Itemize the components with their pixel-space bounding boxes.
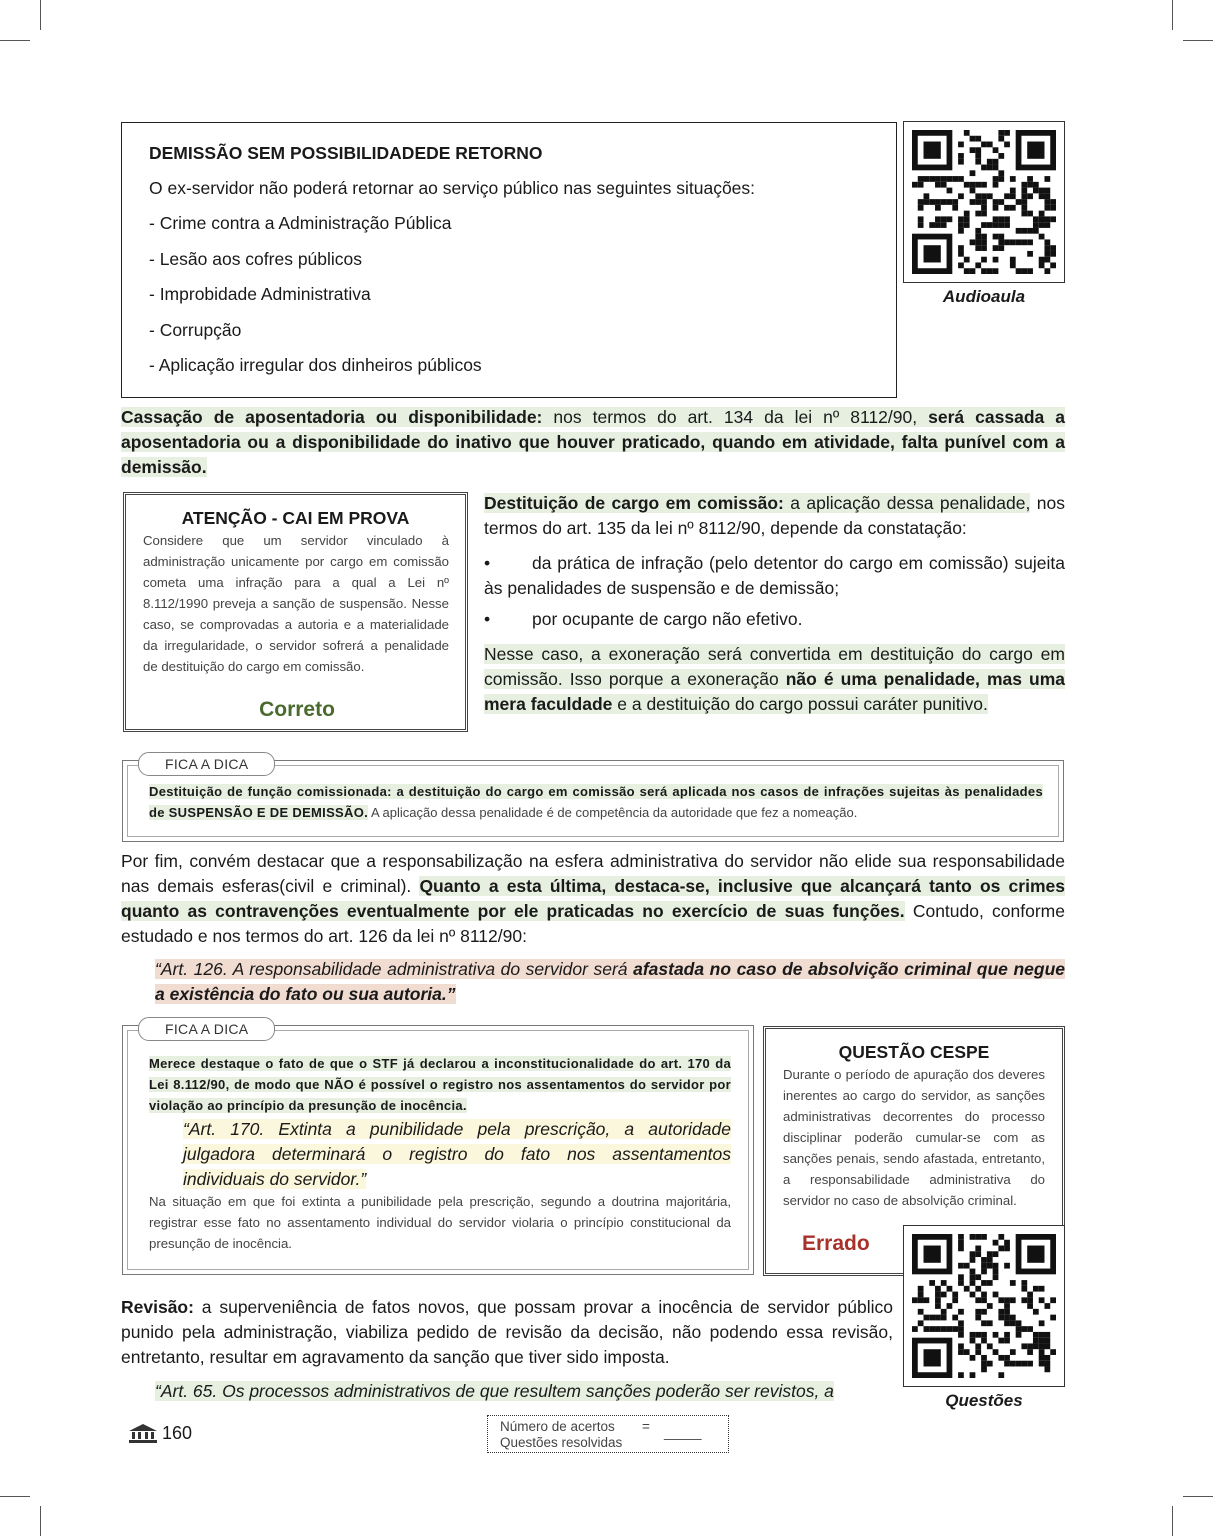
porfim-paragraph: Por fim, convém destacar que a responsabilização na esfera administrativa do servidor não elide sua responsabilidade nas demais esferas(civil e criminal). Quanto a esta última, destaca-se, inclusive que alcançará tanto os crimes quanto as contravenções eventualmente por ele praticadas no exercício de suas funções. Contudo, conforme estudado e nos termos do art. 126 da lei nº 8112/90: bbox=[121, 851, 1065, 946]
qr-code-icon bbox=[912, 130, 1056, 274]
crop-mark bbox=[1172, 1506, 1173, 1536]
qr-audioaula[interactable] bbox=[903, 121, 1065, 283]
crop-mark bbox=[40, 1506, 41, 1536]
destituicao-intro: Destituição de cargo em comissão: a aplicação dessa penalidade, nos termos do art. 135 da lei nº 8112/90, depende da constatação: bbox=[484, 493, 1065, 538]
atencao-answer: Correto bbox=[259, 698, 335, 721]
crop-mark bbox=[0, 40, 30, 41]
score-correct-label: Número de acertos bbox=[500, 1419, 615, 1434]
cassacao-label: Cassação de aposentadoria ou disponibilidade: bbox=[121, 407, 543, 427]
revisao-paragraph: Revisão: a superveniência de fatos novos, que possam provar a inocência de servidor público punido pela administração, viabiliza pedido de revisão da decisão, não podendo essa revisão, entretanto, resultar em agravamento da sanção que tiver sido imposta. bbox=[121, 1297, 893, 1367]
qr-questoes[interactable] bbox=[903, 1225, 1065, 1387]
crop-mark bbox=[40, 0, 41, 30]
demissao-list bbox=[149, 213, 482, 391]
destituicao-conclusion: Nesse caso, a exoneração será convertida em destituição do cargo em comissão. Isso porque a exoneração não é uma penalidade, mas uma mera faculdade e a destituição do cargo possui caráter punitivo. bbox=[484, 644, 1065, 714]
page-number: 160 bbox=[162, 1423, 193, 1443]
institution-icon bbox=[128, 1423, 158, 1443]
list-item: - Aplicação irregular dos dinheiros públicos bbox=[149, 355, 482, 375]
demissao-intro: O ex-servidor não poderá retornar ao serviço público nas seguintes situações: bbox=[149, 178, 756, 198]
destituicao-section bbox=[484, 491, 1065, 717]
qr-code-icon bbox=[912, 1234, 1056, 1378]
crop-mark bbox=[1172, 0, 1173, 30]
list-item: • da prática de infração (pelo detentor do cargo em comissão) sujeita às penalidades de suspensão e de demissão; bbox=[484, 553, 1065, 598]
dica-text-1: Destituição de função comissionada: a destituição do cargo em comissão será aplicada nos casos de infrações sujeitas às penalidades de SUSPENSÃO E DE DEMISSÃO. A aplicação dessa penalidade é de competência da autoridade que fez a nomeação. bbox=[149, 784, 1043, 820]
crop-mark bbox=[1183, 40, 1213, 41]
score-box bbox=[487, 1415, 729, 1453]
qr-caption-questoes: Questões bbox=[945, 1391, 1023, 1410]
qr-caption-audioaula: Audioaula bbox=[942, 287, 1026, 306]
demissao-box bbox=[121, 122, 897, 398]
dica-tab-2: FICA A DICA bbox=[138, 1017, 275, 1041]
art170-quote: “Art. 170. Extinta a punibilidade pela prescrição, a autoridade julgadora determinará o registro do fato nos assentamentos individuais do servidor.” bbox=[183, 1119, 731, 1189]
cespe-title: QUESTÃO CESPE bbox=[838, 1042, 990, 1062]
list-item: - Crime contra a Administração Pública bbox=[149, 213, 452, 233]
atencao-title: ATENÇÃO - CAI EM PROVA bbox=[181, 508, 410, 528]
list-item: - Lesão aos cofres públicos bbox=[149, 248, 363, 269]
score-equals: = bbox=[642, 1419, 650, 1434]
art65-quote: “Art. 65. Os processos administrativos de que resultem sanções poderão ser revistos, a bbox=[155, 1381, 834, 1401]
demissao-title: DEMISSÃO SEM POSSIBILIDADEDE RETORNO bbox=[149, 143, 543, 163]
list-item: - Improbidade Administrativa bbox=[149, 284, 371, 304]
cassacao-paragraph: Cassação de aposentadoria ou disponibilidade: nos termos do art. 134 da lei nº 8112/90, será cassada a aposentadoria ou a disponibilidade do inativo que houver praticado, quando em atividade, falta punível com a demissão. bbox=[121, 407, 1065, 477]
atencao-box bbox=[123, 492, 468, 732]
crop-mark bbox=[1183, 1496, 1213, 1497]
atencao-text: Considere que um servidor vinculado à administração unicamente por cargo em comissão cometa uma infração para a qual a Lei nº 8.112/1990 preveja a sanção de suspensão. Nesse caso, se comprovadas a autoria e a materialidade da irregularidade, o servidor sofrerá a penalidade de destituição do cargo em comissão. bbox=[143, 533, 449, 674]
list-item: - Corrupção bbox=[149, 319, 242, 340]
cespe-text: Durante o período de apuração dos deveres inerentes ao cargo do servidor, as sanções administrativas decorrentes do processo disciplinar poderão cumular-se com as sanções penais, sendo afastada, entretanto, a responsabilidade administrativa do servidor no caso de absolvição criminal. bbox=[783, 1067, 1045, 1208]
dica-text-2: Merece destaque o fato de que o STF já declarou a inconstitucionalidade do art. 170 da Lei 8.112/90, de modo que NÃO é possível o registro nos assentamentos do servidor por violação ao princípio da presunção de inocência. bbox=[149, 1056, 731, 1113]
dica-note-2: Na situação em que foi extinta a punibilidade pela prescrição, segundo a doutrina majoritária, registrar esse fato no assentamento individual do servidor violaria o princípio constitucional da presunção de inocência. bbox=[149, 1194, 731, 1251]
score-total-label: Questões resolvidas bbox=[500, 1435, 623, 1450]
cespe-answer: Errado bbox=[802, 1232, 870, 1255]
dica-box-2 bbox=[122, 1025, 754, 1275]
art126-quote: “Art. 126. A responsabilidade administrativa do servidor será afastada no caso de absolvição criminal que negue a existência do fato ou sua autoria.” bbox=[155, 959, 1066, 1004]
score-blank: _____ bbox=[664, 1425, 702, 1440]
list-item: • por ocupante de cargo não efetivo. bbox=[484, 609, 803, 629]
crop-mark bbox=[0, 1496, 30, 1497]
destituicao-label: Destituição de cargo em comissão: bbox=[484, 493, 784, 513]
dica-tab-1: FICA A DICA bbox=[138, 752, 275, 776]
